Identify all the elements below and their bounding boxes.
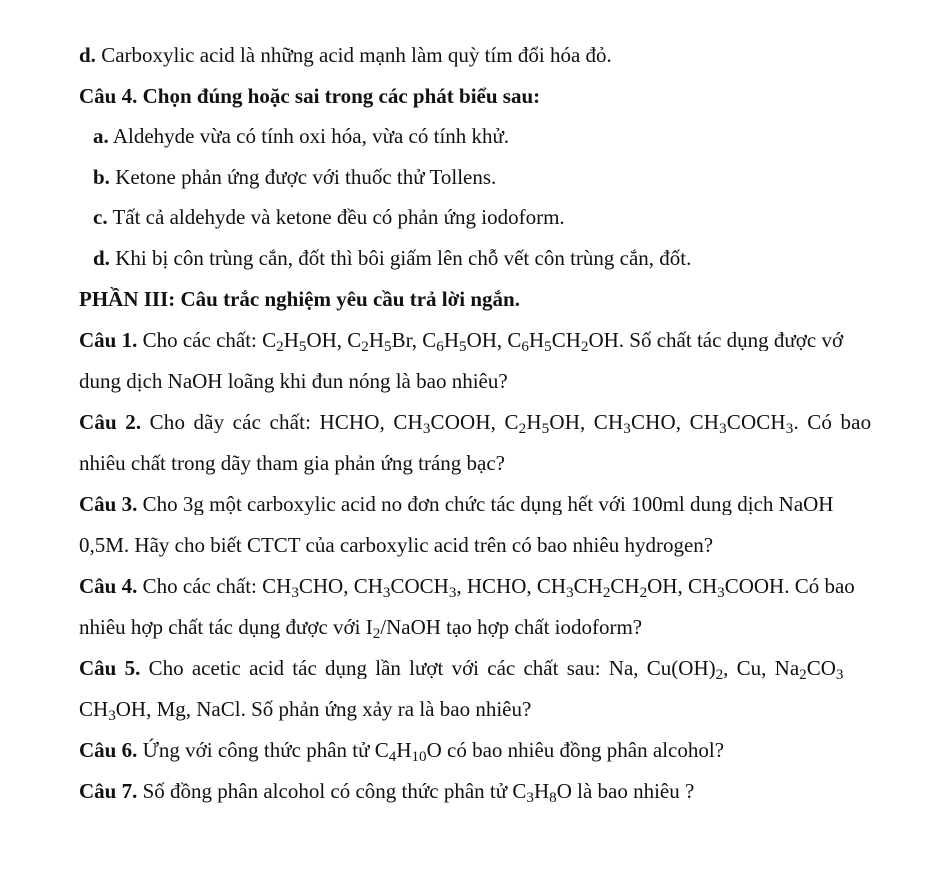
q3-line-1: Câu 3. Cho 3g một carboxylic acid no đơn chức tác dụng hết với 100ml dung dịch NaOH: [79, 494, 834, 515]
question-label: Câu 7.: [79, 779, 138, 803]
question-label: Câu 2.: [79, 412, 142, 433]
statement-a: [93, 126, 509, 147]
statement-c: [93, 207, 565, 228]
statement-text: Aldehyde vừa có tính oxi hóa, vừa có tính khử.: [108, 124, 510, 148]
statement-text: Khi bị côn trùng cắn, đốt thì bôi giấm lên chỗ vết côn trùng cắn, đốt.: [109, 246, 692, 270]
question-label: Câu 4.: [79, 84, 138, 108]
statement-label: d.: [79, 43, 96, 67]
question-label: Câu 1.: [79, 330, 138, 351]
q5-line-2: $CH_3OH$, Mg, NaCl. Số phản ứng xảy ra là bao nhiêu?: [79, 697, 532, 724]
q2-line-1: Câu 2. Cho dãy các chất: HCHO, $CH_3COOH$, $C_2H_5OH$, $CH_3CHO$, $CH_3COCH_3$. Có bao: [79, 412, 872, 433]
question-label: Câu 6.: [79, 738, 138, 762]
statement-d: [93, 248, 691, 269]
q6-line: Câu 6. Ứng với công thức phân tử $C_4H_{10}O$ có bao nhiêu đồng phân alcohol?: [79, 738, 725, 765]
question-4-heading: [79, 86, 540, 107]
statement-text: Tất cả aldehyde và ketone đều có phản ứng iodoform.: [107, 205, 565, 229]
statement-b: [93, 167, 496, 188]
statement-text: Carboxylic acid là những acid mạnh làm quỳ tím đổi hóa đỏ.: [95, 43, 612, 67]
q4-line-2: nhiêu hợp chất tác dụng được với $I_2$/NaOH tạo hợp chất iodoform?: [79, 615, 643, 642]
question-label: Câu 4.: [79, 576, 138, 597]
statement-d-prev: [79, 45, 612, 66]
q1-question: Số chất tác dụng được vớ: [624, 330, 844, 351]
question-label: Câu 3.: [79, 494, 138, 515]
q5-line-1: Câu 5. Cho acetic acid tác dụng lần lượt với các chất sau: Na, $Cu(OH)_2$, Cu, $Na_2CO_3$: [79, 658, 844, 679]
section-title-text: PHẦN III: Câu trắc nghiệm yêu cầu trả lời ngắn.: [79, 287, 520, 311]
statement-text: Ketone phản ứng được với thuốc thử Tollens.: [109, 165, 497, 189]
q3-line-2: 0,5M. Hãy cho biết CTCT của carboxylic acid trên có bao nhiêu hydrogen?: [79, 533, 714, 557]
statement-label: c.: [93, 205, 108, 229]
q2-line-2: nhiêu chất trong dãy tham gia phản ứng tráng bạc?: [79, 451, 505, 475]
statement-label: d.: [93, 246, 110, 270]
q1-formulas: $C_2H_5OH$, $C_2H_5Br$, $C_6H_5OH$, $C_6H_5CH_2OH$.: [262, 330, 625, 351]
statement-label: b.: [93, 165, 110, 189]
statement-label: a.: [93, 124, 109, 148]
q7-line: Câu 7. Số đồng phân alcohol có công thức phân tử $C_3H_8O$ là bao nhiêu ?: [79, 779, 695, 806]
question-label: Câu 5.: [79, 658, 141, 679]
q1-intro: Cho các chất:: [137, 330, 263, 351]
question-title: Chọn đúng hoặc sai trong các phát biểu sau:: [137, 84, 541, 108]
q4-line-1: Câu 4. Cho các chất: $CH_3CHO$, $CH_3COCH_3$, HCHO, $CH_3CH_2CH_2OH$, $CH_3COOH$. Có bao: [79, 576, 855, 597]
section-3-title: [79, 289, 520, 310]
q1-line-1: [79, 330, 932, 351]
q1-line-2: dung dịch NaOH loãng khi đun nóng là bao nhiêu?: [79, 369, 508, 393]
